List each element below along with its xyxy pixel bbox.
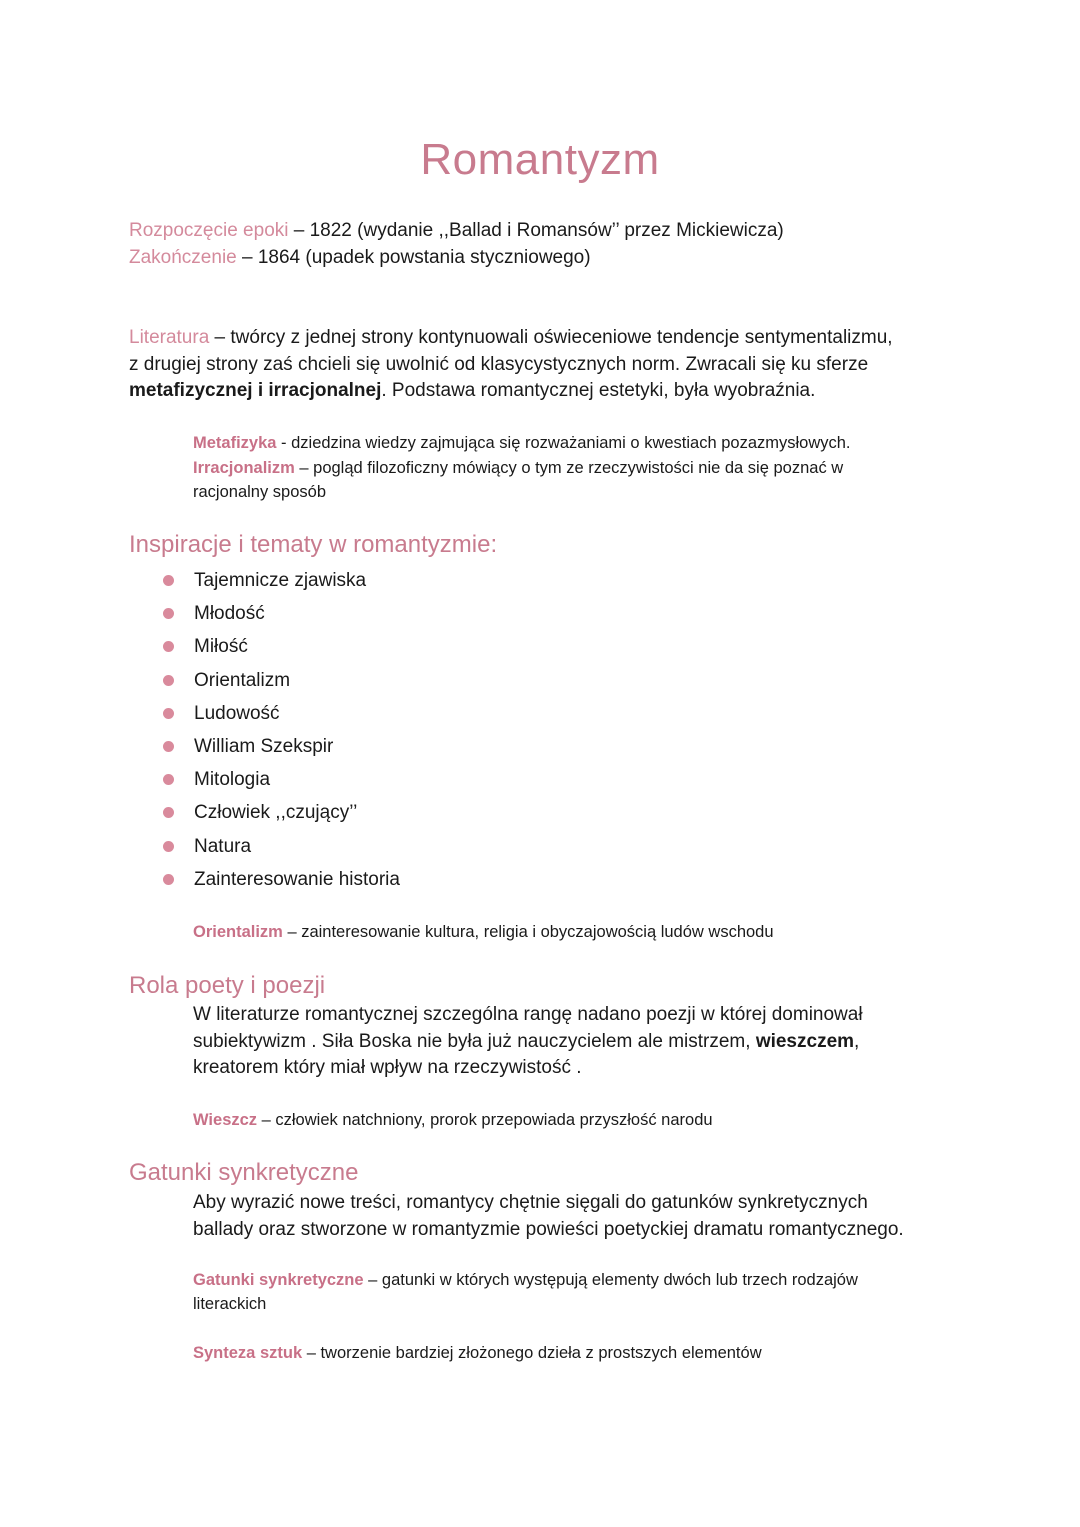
definition-gatunki bbox=[193, 1268, 858, 1293]
literatura-bold-text: metafizycznej i irracjonalnej bbox=[129, 380, 382, 401]
definition-orientalizm-text: – zainteresowanie kultura, religia i obyczajowością ludów wschodu bbox=[282, 923, 774, 941]
list-item bbox=[129, 767, 400, 800]
bullet-icon bbox=[163, 774, 174, 785]
term-wieszcz: Wieszcz bbox=[193, 1111, 258, 1129]
list-item-text: Młodość bbox=[194, 603, 265, 625]
literatura-line-2: z drugiej strony zaś chcieli się uwolnić od klasycystycznych norm. Zwracali się ku sferze bbox=[129, 353, 869, 375]
inspiracje-list bbox=[129, 568, 400, 900]
term-gatunki-synkretyczne: Gatunki synkretyczne bbox=[193, 1271, 364, 1289]
definition-metafizyka-text: - dziedzina wiedzy zajmująca się rozważaniami o kwestiach pozazmysłowych. bbox=[276, 434, 851, 452]
bullet-icon bbox=[163, 807, 174, 818]
rola-line-2 bbox=[193, 1029, 859, 1056]
heading-inspiracje: Inspiracje i tematy w romantyzmie: bbox=[129, 531, 498, 558]
bullet-icon bbox=[163, 741, 174, 752]
definition-orientalizm bbox=[193, 920, 774, 945]
list-item-text: Orientalizm bbox=[194, 669, 291, 691]
rola-line-1: W literaturze romantycznej szczególna rangę nadano poezji w której dominował bbox=[193, 1004, 863, 1025]
definition-wieszcz-text: – człowiek natchniony, prorok przepowiada przyszłość narodu bbox=[257, 1111, 713, 1129]
definition-irracjonalizm-cont: racjonalny sposób bbox=[193, 483, 326, 501]
list-item bbox=[129, 734, 400, 767]
gatunki-line-1: Aby wyrazić nowe treści, romantycy chętnie sięgali do gatunków synkretycznych bbox=[193, 1192, 868, 1213]
list-item-text: Człowiek ,,czujący’’ bbox=[194, 802, 358, 824]
epoch-start-line bbox=[129, 218, 784, 245]
bullet-icon bbox=[163, 675, 174, 686]
list-item bbox=[129, 867, 400, 900]
bullet-icon bbox=[163, 841, 174, 852]
bullet-icon bbox=[163, 575, 174, 586]
rola-text-2: subiektywizm . Siła Boska nie była już nauczycielem ale mistrzem, bbox=[193, 1030, 756, 1052]
epoch-end-line bbox=[129, 245, 591, 272]
list-item-text: Zainteresowanie historia bbox=[194, 868, 400, 890]
page-title: Romantyzm bbox=[420, 135, 660, 184]
literatura-line-1 bbox=[129, 325, 893, 352]
list-item bbox=[129, 568, 400, 601]
list-item-text: Mitologia bbox=[194, 769, 271, 791]
heading-gatunki: Gatunki synkretyczne bbox=[129, 1159, 359, 1186]
term-metafizyka: Metafizyka bbox=[193, 434, 277, 452]
epoch-end-label: Zakończenie bbox=[129, 247, 237, 268]
bullet-icon bbox=[163, 874, 174, 885]
rola-bold-wieszczem: wieszczem bbox=[755, 1030, 855, 1052]
term-orientalizm: Orientalizm bbox=[193, 923, 283, 941]
rola-line-3: kreatorem który miał wpływ na rzeczywistość . bbox=[193, 1057, 582, 1078]
list-item bbox=[129, 601, 400, 634]
definition-wieszcz bbox=[193, 1108, 713, 1133]
list-item bbox=[129, 668, 400, 701]
list-item-text: Tajemnicze zjawiska bbox=[194, 570, 367, 591]
definition-irracjonalizm bbox=[193, 456, 843, 481]
list-item-text: Ludowość bbox=[194, 702, 280, 724]
heading-rola-poety: Rola poety i poezji bbox=[129, 972, 326, 999]
list-item-text: Natura bbox=[194, 835, 252, 857]
epoch-start-value: – 1822 (wydanie ,,Ballad i Romansów’’ przez Mickiewicza) bbox=[288, 220, 784, 241]
list-item bbox=[129, 800, 400, 833]
list-item bbox=[129, 834, 400, 867]
definition-metafizyka bbox=[193, 431, 851, 456]
literatura-text-3: . Podstawa romantycznej estetyki, była wyobraźnia. bbox=[381, 380, 816, 401]
term-irracjonalizm: Irracjonalizm bbox=[193, 458, 295, 477]
definition-irracjonalizm-text: – pogląd filozoficzny mówiący o tym ze rzeczywistości nie da się poznać w bbox=[294, 458, 844, 477]
definition-synteza-text: – tworzenie bardziej złożonego dzieła z prostszych elementów bbox=[302, 1344, 762, 1362]
bullet-icon bbox=[163, 608, 174, 619]
literatura-text-1: – twórcy z jednej strony kontynuowali oświeceniowe tendencje sentymentalizmu, bbox=[209, 327, 893, 348]
definition-gatunki-text: – gatunki w których występują elementy dwóch lub trzech rodzajów bbox=[363, 1271, 858, 1289]
epoch-end-value: – 1864 (upadek powstania styczniowego) bbox=[236, 247, 591, 268]
definition-gatunki-cont: literackich bbox=[193, 1295, 267, 1313]
definition-synteza bbox=[193, 1341, 762, 1366]
literatura-label: Literatura bbox=[129, 327, 210, 348]
term-synteza-sztuk: Synteza sztuk bbox=[193, 1344, 303, 1362]
bullet-icon bbox=[163, 641, 174, 652]
epoch-start-label: Rozpoczęcie epoki bbox=[129, 220, 289, 241]
rola-text-2-end: , bbox=[854, 1030, 860, 1052]
list-item-text: William Szekspir bbox=[194, 735, 334, 757]
literatura-line-3 bbox=[129, 378, 815, 405]
bullet-icon bbox=[163, 708, 174, 719]
list-item bbox=[129, 701, 400, 734]
gatunki-line-2: ballady oraz stworzone w romantyzmie powieści poetyckiej dramatu romantycznego. bbox=[193, 1218, 904, 1240]
list-item-text: Miłość bbox=[194, 636, 248, 658]
list-item bbox=[129, 634, 400, 667]
